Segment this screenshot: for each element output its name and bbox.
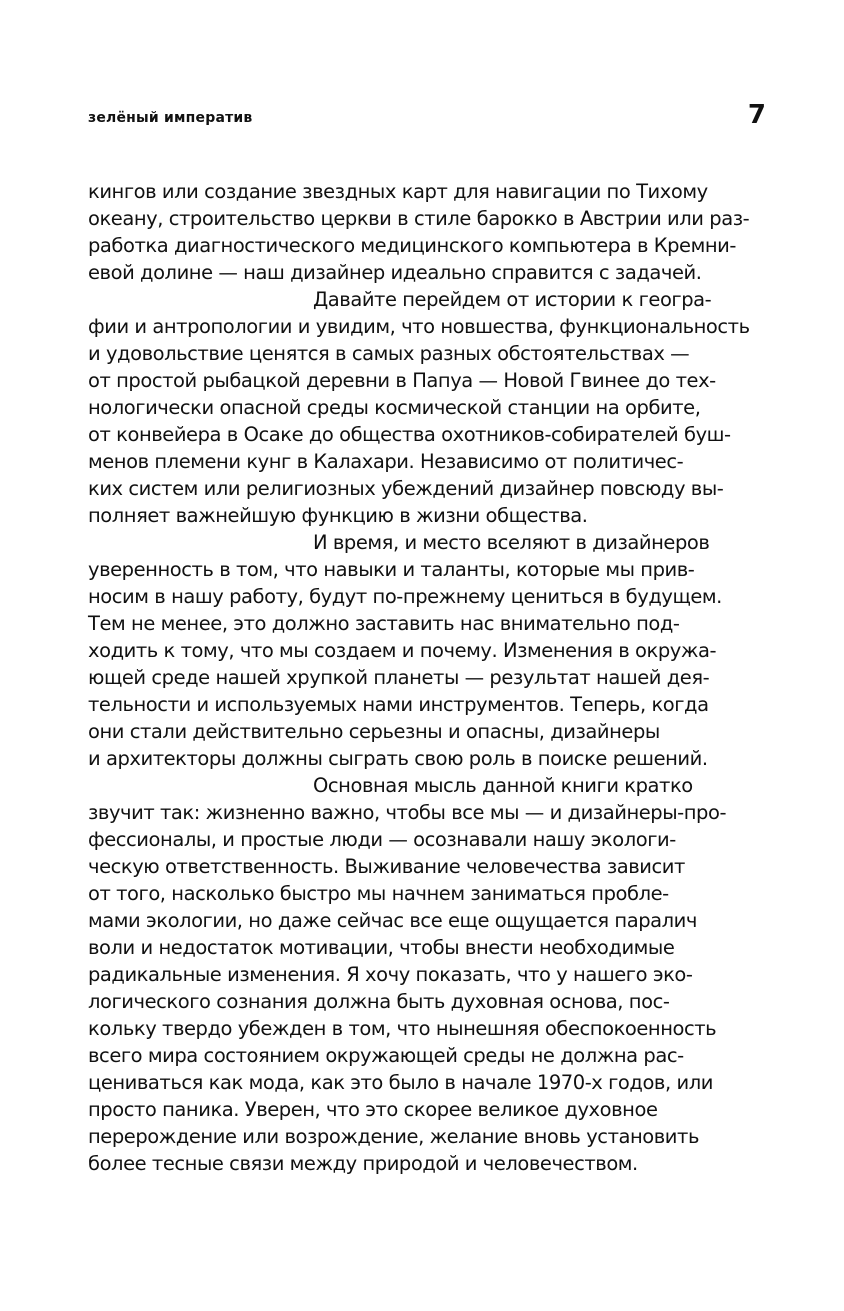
text-line: океану, строительство церкви в стиле барокко в Австрии или раз-: [88, 207, 750, 230]
text-line: они стали действительно серьезны и опасны, дизайнеры: [88, 720, 660, 743]
text-line: полняет важнейшую функцию в жизни общества.: [88, 504, 588, 527]
text-line: кингов или создание звездных карт для навигации по Тихому: [88, 180, 708, 203]
text-line: фессионалы, и простые люди — осознавали нашу экологи-: [88, 828, 676, 851]
text-line: ходить к тому, что мы создаем и почему. Изменения в окружа-: [88, 639, 717, 662]
text-line: носим в нашу работу, будут по-прежнему цениться в будущем.: [88, 585, 722, 608]
text-line-indented: Давайте перейдем от истории к геогра-: [313, 288, 712, 311]
text-line: всего мира состоянием окружающей среды не должна рас-: [88, 1044, 684, 1067]
text-line: ких систем или религиозных убеждений дизайнер повсюду вы-: [88, 477, 724, 500]
text-line: просто паника. Уверен, что это скорее великое духовное: [88, 1098, 658, 1121]
text-line: евой долине — наш дизайнер идеально справится с задачей.: [88, 261, 702, 284]
running-title: зелёный императив: [88, 110, 253, 126]
body-text: [88, 178, 768, 1177]
text-line: менов племени кунг в Калахари. Независимо от политичес-: [88, 450, 684, 473]
text-line: перерождение или возрождение, желание вновь установить: [88, 1125, 699, 1148]
text-line: ющей среде нашей хрупкой планеты — результат нашей дея-: [88, 666, 710, 689]
text-line: радикальные изменения. Я хочу показать, что у нашего эко-: [88, 963, 693, 986]
text-line: нологически опасной среды космической станции на орбите,: [88, 396, 701, 419]
page-number: 7: [747, 100, 766, 130]
text-line: тельности и используемых нами инструментов. Теперь, когда: [88, 693, 709, 716]
text-line: от простой рыбацкой деревни в Папуа — Новой Гвинее до тех-: [88, 369, 716, 392]
text-line: логического сознания должна быть духовная основа, пос-: [88, 990, 670, 1013]
text-line: ческую ответственность. Выживание человечества зависит: [88, 855, 685, 878]
text-line: от конвейера в Осаке до общества охотников-собирателей буш-: [88, 423, 731, 446]
text-line: фии и антропологии и увидим, что новшества, функциональность: [88, 315, 750, 338]
text-line: мами экологии, но даже сейчас все еще ощущается паралич: [88, 909, 697, 932]
text-line: более тесные связи между природой и человечеством.: [88, 1152, 638, 1175]
text-line: от того, насколько быстро мы начнем заниматься пробле-: [88, 882, 669, 905]
text-line-indented: Основная мысль данной книги кратко: [313, 774, 693, 797]
text-line: и архитекторы должны сыграть свою роль в поиске решений.: [88, 747, 708, 770]
text-line: кольку твердо убежден в том, что нынешняя обеспокоенность: [88, 1017, 717, 1040]
text-line: работка диагностического медицинского компьютера в Кремни-: [88, 234, 736, 257]
text-line: Тем не менее, это должно заставить нас внимательно под-: [88, 612, 680, 635]
text-line: цениваться как мода, как это было в начале 1970-х годов, или: [88, 1071, 713, 1094]
text-line: уверенность в том, что навыки и таланты, которые мы прив-: [88, 558, 695, 581]
text-line: звучит так: жизненно важно, чтобы все мы — и дизайнеры-про-: [88, 801, 727, 824]
text-line-indented: И время, и место вселяют в дизайнеров: [313, 531, 710, 554]
text-line: воли и недостаток мотивации, чтобы внести необходимые: [88, 936, 675, 959]
text-line: и удовольствие ценятся в самых разных обстоятельствах —: [88, 342, 690, 365]
